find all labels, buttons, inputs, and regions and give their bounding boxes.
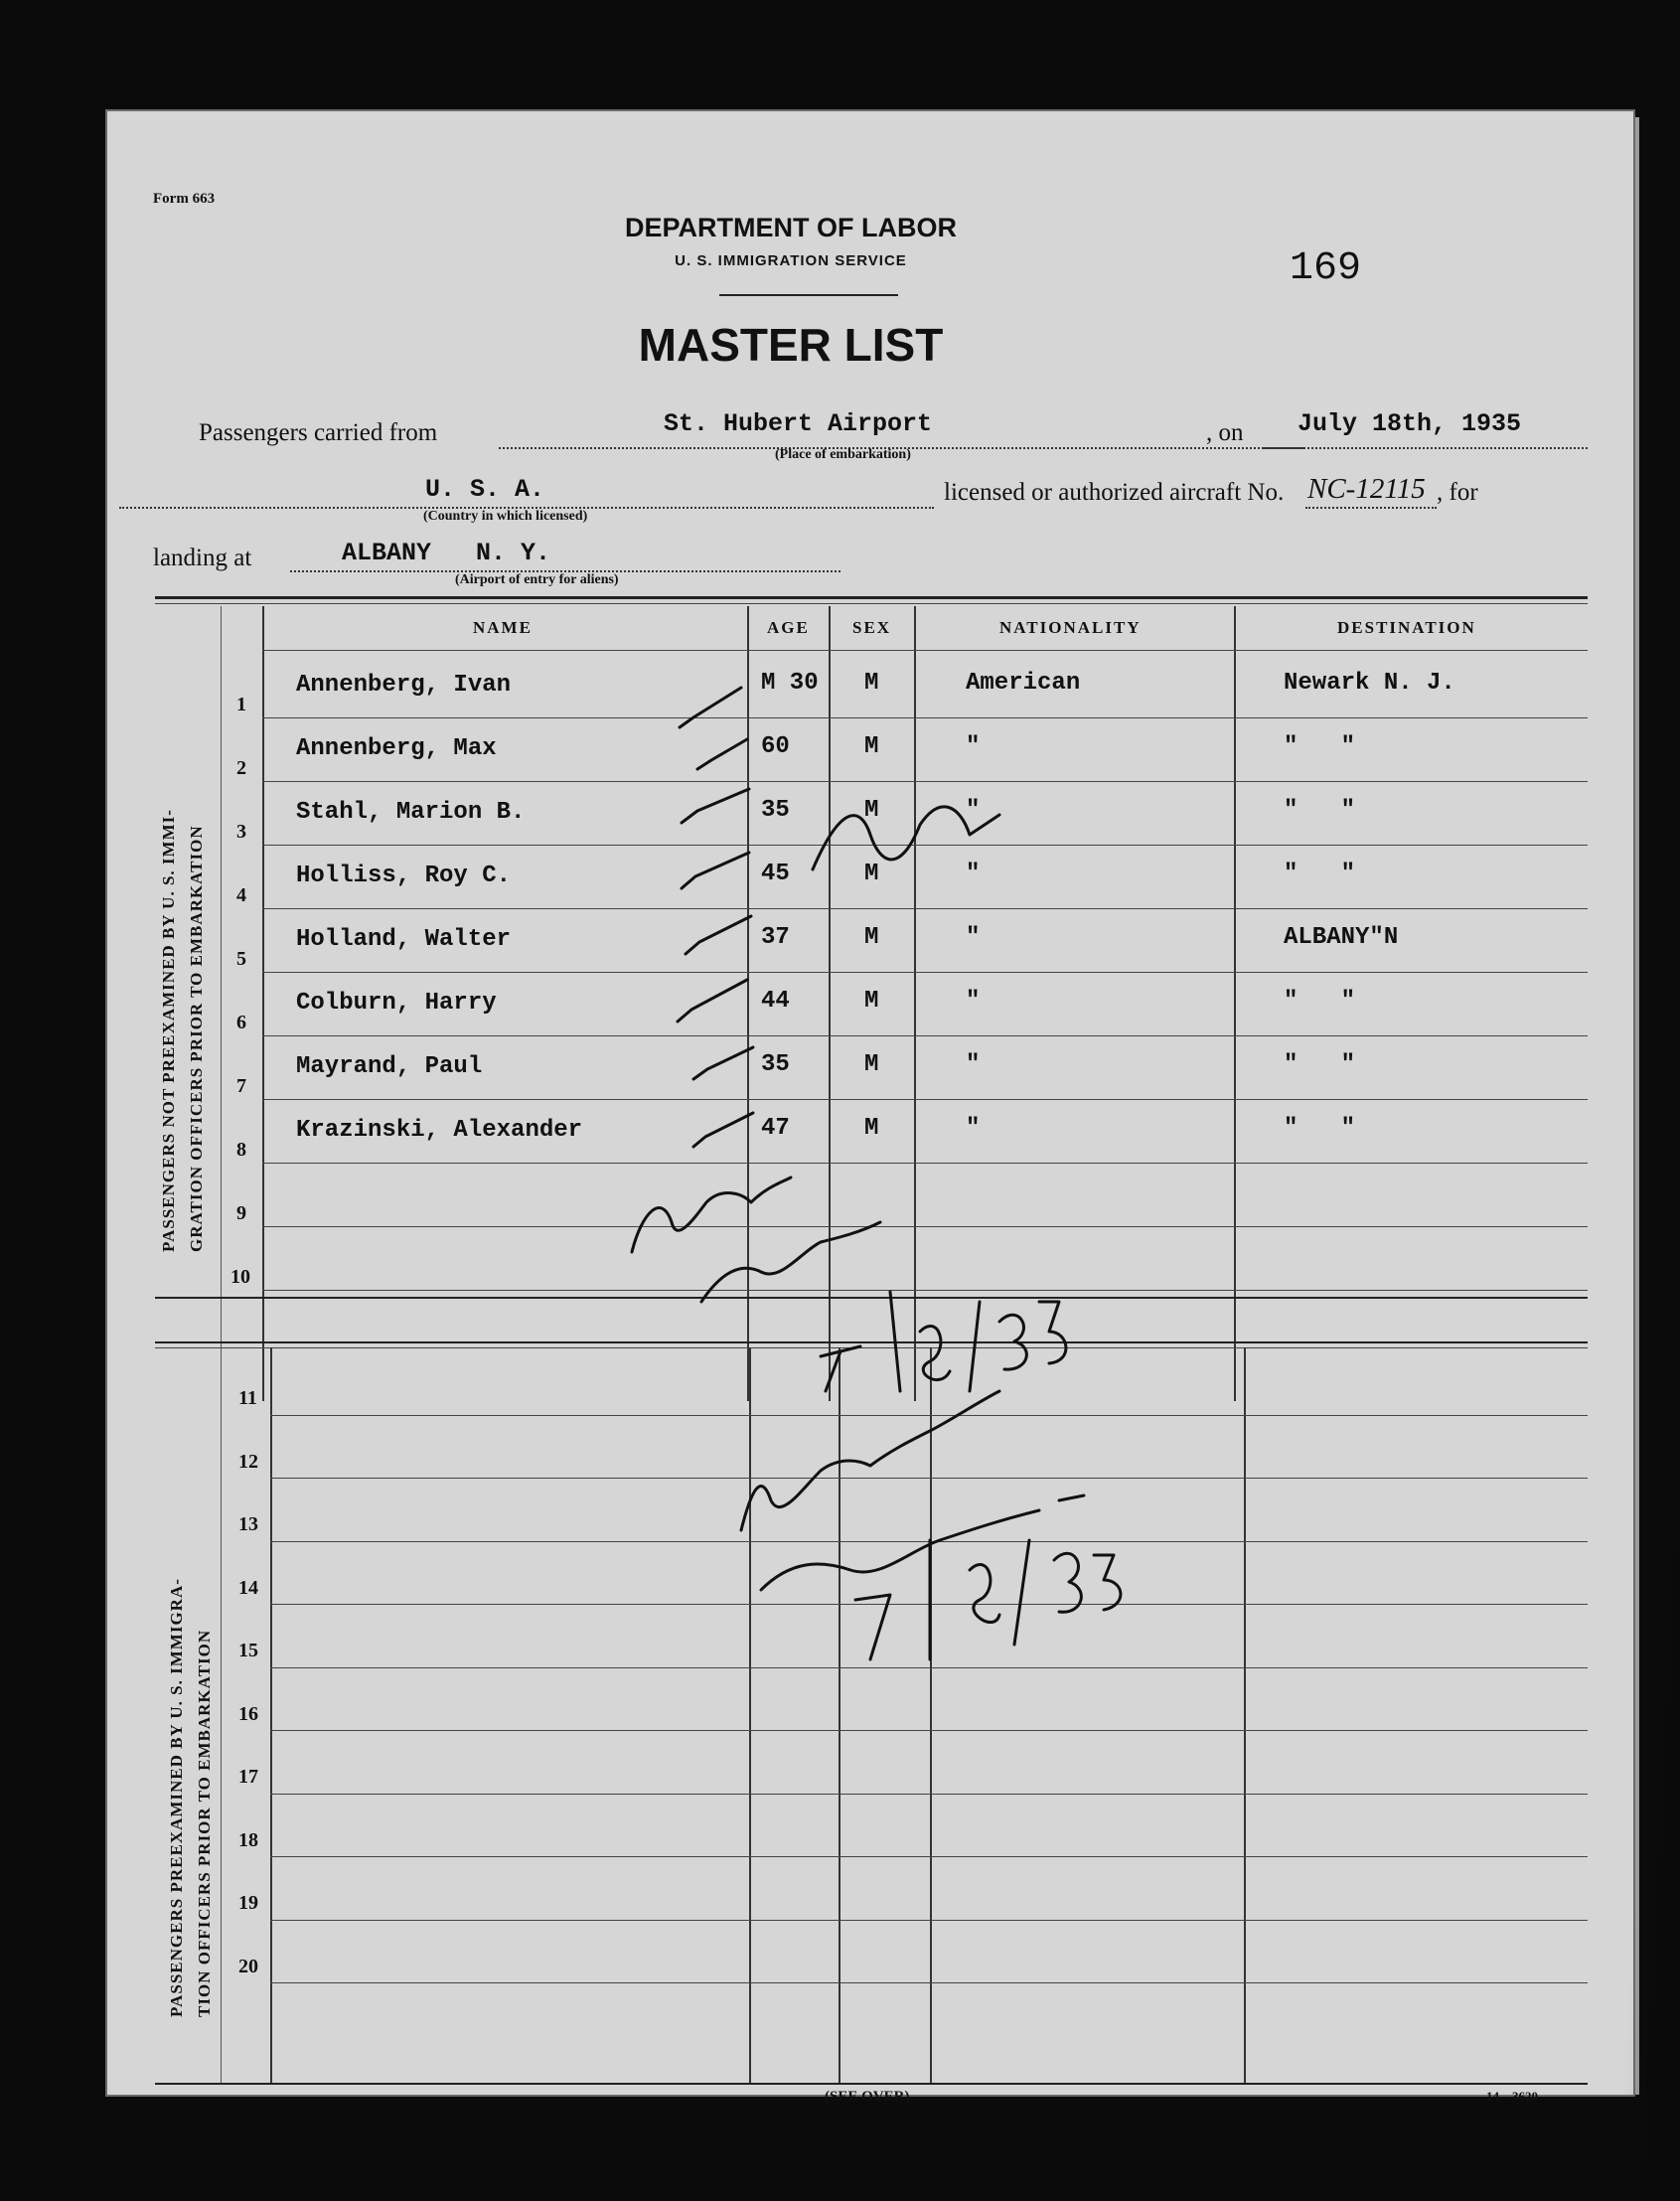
passenger-nationality: "	[966, 733, 981, 760]
passenger-nationality: "	[966, 797, 981, 824]
row-number: 6	[236, 1012, 246, 1033]
passenger-destination: " "	[1284, 861, 1356, 887]
passenger-name: Stahl, Marion B.	[296, 799, 526, 826]
passenger-sex: M	[864, 1115, 879, 1142]
check-mark-6	[678, 980, 747, 1022]
row-number: 19	[238, 1892, 258, 1914]
passenger-destination: ALBANY"N	[1284, 924, 1399, 951]
passenger-age: 60	[761, 733, 790, 760]
form-number: Form 663	[153, 191, 216, 207]
licensing-country: U. S. A.	[425, 475, 545, 504]
passenger-name: Colburn, Harry	[296, 990, 497, 1017]
section-2-label-line-1: PASSENGERS PREEXAMINED BY U. S. IMMIGRA-	[167, 1578, 186, 2017]
passenger-age: 45	[761, 861, 790, 887]
passenger-age: M 30	[761, 670, 819, 697]
passenger-destination: " "	[1284, 1051, 1356, 1078]
landing-airport: ALBANY N. Y.	[342, 539, 551, 567]
passenger-destination: " "	[1284, 988, 1356, 1015]
row-number: 17	[238, 1766, 258, 1788]
passenger-nationality: "	[966, 924, 981, 951]
column-nationality: NATIONALITY	[999, 618, 1142, 637]
passenger-age: 47	[761, 1115, 790, 1142]
stamp-date-1	[821, 1292, 1066, 1391]
check-mark-3	[682, 789, 749, 823]
see-over-note: (SEE OVER)	[825, 2089, 910, 2105]
landing-caption: (Airport of entry for aliens)	[455, 572, 619, 587]
row-number: 3	[236, 821, 246, 843]
row-number: 1	[236, 694, 246, 715]
section-2-label-line-2: TION OFFICERS PRIOR TO EMBARKATION	[195, 1629, 214, 2017]
passenger-sex: M	[864, 1051, 879, 1078]
passenger-name: Annenberg, Ivan	[296, 672, 512, 699]
place-caption: (Place of embarkation)	[775, 447, 911, 462]
passenger-age: 44	[761, 988, 790, 1015]
passenger-nationality: "	[966, 1115, 981, 1142]
passenger-sex: M	[864, 988, 879, 1015]
inspector-signature-1	[632, 1178, 791, 1252]
master-list-title: MASTER LIST	[638, 319, 944, 371]
passenger-sex: M	[864, 670, 879, 697]
row-number: 4	[236, 884, 246, 906]
column-age: AGE	[767, 618, 810, 637]
department-title: DEPARTMENT OF LABOR	[625, 213, 957, 242]
passenger-sex: M	[864, 924, 879, 951]
passenger-sex: M	[864, 733, 879, 760]
row-number: 12	[238, 1450, 258, 1473]
check-mark-7	[693, 1047, 753, 1079]
scribble-signature-upper	[813, 807, 999, 869]
row-number: 14	[238, 1576, 258, 1599]
for-label: , for	[1437, 479, 1478, 506]
master-list-form	[105, 109, 1635, 2105]
row-number: 8	[236, 1139, 246, 1161]
service-subtitle: U. S. IMMIGRATION SERVICE	[675, 252, 907, 269]
row-number: 2	[236, 757, 246, 779]
stamp-date-2	[855, 1540, 1121, 1659]
passenger-age: 35	[761, 1051, 790, 1078]
row-number: 16	[238, 1702, 258, 1725]
country-caption: (Country in which licensed)	[423, 509, 588, 524]
passenger-nationality: "	[966, 988, 981, 1015]
passenger-name: Krazinski, Alexander	[296, 1117, 583, 1144]
inspector-signature-1b	[701, 1222, 880, 1302]
aircraft-label: licensed or authorized aircraft No.	[944, 479, 1285, 506]
check-mark-4	[682, 853, 749, 888]
passenger-nationality: American	[966, 670, 1081, 697]
check-mark-5	[686, 916, 751, 954]
passenger-age: 35	[761, 797, 790, 824]
passenger-age: 37	[761, 924, 790, 951]
passenger-nationality: "	[966, 1051, 981, 1078]
check-mark-1	[680, 688, 741, 727]
row-number: 15	[238, 1640, 258, 1661]
row-number: 7	[236, 1075, 246, 1097]
section-1-label-line-1: PASSENGERS NOT PREEXAMINED BY U. S. IMMI-	[159, 809, 178, 1252]
inspector-signature-2b	[761, 1495, 1084, 1590]
passenger-nationality: "	[966, 861, 981, 887]
passenger-name: Mayrand, Paul	[296, 1053, 483, 1080]
column-sex: SEX	[852, 618, 892, 637]
embarkation-date: July 18th, 1935	[1298, 409, 1522, 438]
section-1-label-line-2: GRATION OFFICERS PRIOR TO EMBARKATION	[187, 825, 206, 1252]
column-destination: DESTINATION	[1337, 618, 1476, 637]
row-number: 10	[230, 1266, 250, 1288]
passenger-destination: " "	[1284, 797, 1356, 824]
row-number: 18	[238, 1828, 258, 1851]
landing-label: landing at	[153, 545, 252, 571]
aircraft-number: NC-12115	[1307, 473, 1426, 505]
passenger-name: Annenberg, Max	[296, 735, 497, 762]
row-number: 11	[238, 1387, 257, 1409]
row-number: 5	[236, 948, 246, 970]
column-name: NAME	[473, 618, 533, 637]
check-mark-8	[693, 1113, 753, 1147]
row-number: 20	[238, 1955, 258, 1977]
passenger-sex: M	[864, 861, 879, 887]
passenger-destination: " "	[1284, 733, 1356, 760]
passenger-destination: Newark N. J.	[1284, 670, 1455, 697]
print-code: 14—3620	[1486, 2089, 1538, 2104]
check-mark-2	[697, 739, 747, 769]
row-number: 13	[238, 1513, 258, 1535]
passenger-destination: " "	[1284, 1115, 1356, 1142]
row-number: 9	[236, 1202, 246, 1224]
carried-from-label: Passengers carried from	[199, 419, 438, 446]
passenger-sex: M	[864, 797, 879, 824]
page-stamp-number: 169	[1290, 246, 1362, 291]
place-of-embarkation: St. Hubert Airport	[664, 409, 933, 438]
inspector-signature-2	[741, 1391, 999, 1530]
on-label: , on	[1206, 419, 1244, 446]
passenger-name: Holliss, Roy C.	[296, 863, 512, 889]
handwritten-annotations	[105, 109, 1635, 2097]
passenger-name: Holland, Walter	[296, 926, 512, 953]
